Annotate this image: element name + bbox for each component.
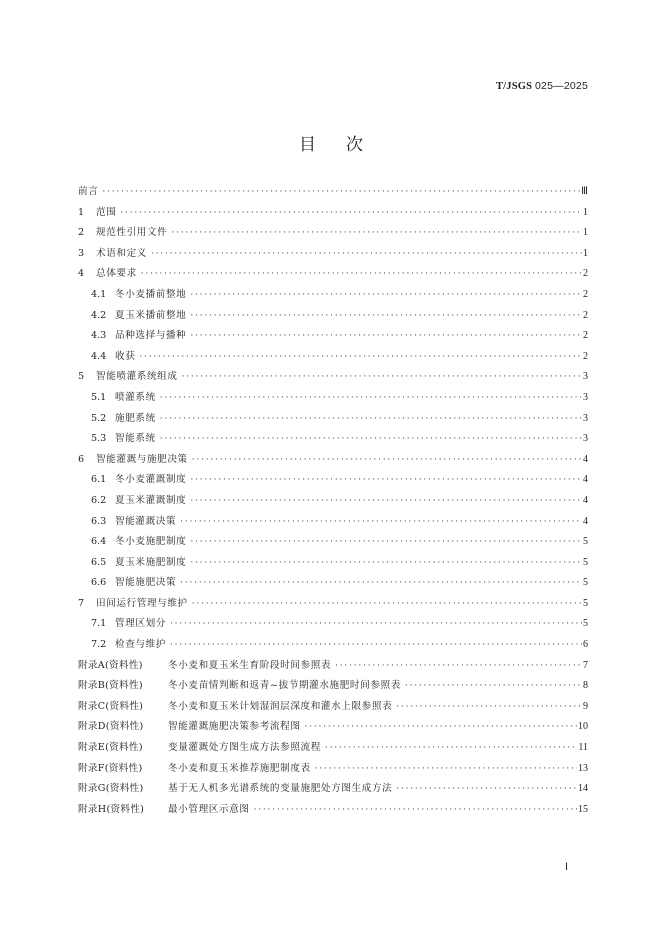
toc-entry-number: 附录C(资料性) xyxy=(78,700,144,712)
toc-entry-number: 4.2 xyxy=(91,309,107,321)
toc-entry-number: 6 xyxy=(78,453,85,465)
toc-entry-page: 6 xyxy=(583,639,588,651)
toc-entry-title: 施肥系统 xyxy=(115,412,156,424)
toc-entry-title: 检查与维护 xyxy=(115,639,166,651)
toc-entry-title: 智能灌溉与施肥决策 xyxy=(96,453,188,465)
toc-entry[interactable] xyxy=(78,265,588,286)
toc-entry-title: 前言 xyxy=(78,186,99,197)
toc-entry-title: 夏玉米灌溉制度 xyxy=(115,494,187,506)
toc-leader-dots xyxy=(190,496,582,506)
toc-entry-number: 3 xyxy=(78,247,85,259)
toc-entry[interactable] xyxy=(78,389,588,410)
toc-entry[interactable] xyxy=(78,595,588,616)
toc-entry[interactable] xyxy=(78,801,588,822)
toc-entry[interactable] xyxy=(78,348,588,369)
toc-entry-title: 冬小麦和夏玉米计划湿润层深度和灌水上限参照表 xyxy=(168,700,393,712)
toc-leader-dots xyxy=(335,661,582,671)
toc-entry-title: 智能施肥决策 xyxy=(115,577,177,589)
toc-entry[interactable] xyxy=(78,410,588,431)
toc-leader-dots xyxy=(151,249,582,259)
toc-entry-number: 6.3 xyxy=(91,515,107,527)
toc-entry-page: 4 xyxy=(583,515,588,527)
toc-entry-number: 7 xyxy=(78,597,85,609)
toc-entry-title: 收获 xyxy=(115,350,136,362)
toc-leader-dots xyxy=(180,517,582,527)
toc-entry[interactable] xyxy=(78,615,588,636)
toc-entry-page: 13 xyxy=(578,762,588,774)
table-of-contents xyxy=(78,183,588,821)
toc-entry[interactable] xyxy=(78,183,588,204)
toc-entry[interactable] xyxy=(78,204,588,225)
toc-entry-page: 2 xyxy=(583,268,588,280)
toc-leader-dots xyxy=(139,352,582,362)
toc-leader-dots xyxy=(160,434,582,444)
toc-entry-title: 喷灌系统 xyxy=(115,391,156,403)
toc-entry-page: 9 xyxy=(583,700,588,712)
toc-entry-number: 4.3 xyxy=(91,330,107,342)
toc-entry-page: 15 xyxy=(578,803,588,815)
toc-entry-page: 5 xyxy=(583,556,588,568)
toc-entry-title: 冬小麦灌溉制度 xyxy=(115,474,187,486)
toc-entry-page: 1 xyxy=(583,247,588,259)
toc-entry[interactable] xyxy=(78,780,588,801)
toc-entry-page: 4 xyxy=(583,494,588,506)
toc-entry-number: 4.1 xyxy=(91,288,107,300)
page-title: 目次 xyxy=(299,135,393,155)
toc-entry-page: 4 xyxy=(583,453,588,465)
toc-entry[interactable] xyxy=(78,677,588,698)
toc-entry[interactable] xyxy=(78,718,588,739)
toc-entry-page: 2 xyxy=(583,288,588,300)
toc-entry-page: 10 xyxy=(578,721,588,733)
toc-entry-title: 术语和定义 xyxy=(96,247,147,259)
toc-entry-title: 范围 xyxy=(96,206,117,218)
toc-leader-dots xyxy=(405,681,582,691)
toc-entry[interactable] xyxy=(78,492,588,513)
toc-entry-page: 5 xyxy=(583,597,588,609)
toc-leader-dots xyxy=(190,558,582,568)
toc-entry[interactable] xyxy=(78,739,588,760)
toc-entry-title: 最小管理区示意图 xyxy=(168,803,250,815)
toc-entry[interactable] xyxy=(78,657,588,678)
toc-entry[interactable] xyxy=(78,636,588,657)
toc-entry-number: 附录F(资料性) xyxy=(78,762,143,774)
toc-entry-title: 夏玉米播前整地 xyxy=(115,309,187,321)
toc-leader-dots xyxy=(254,805,577,815)
toc-leader-dots xyxy=(396,702,582,712)
toc-entry-title: 智能灌溉施肥决策参考流程图 xyxy=(168,721,301,733)
toc-entry-title: 品种选择与播种 xyxy=(115,330,187,342)
toc-entry[interactable] xyxy=(78,368,588,389)
toc-entry[interactable] xyxy=(78,430,588,451)
toc-entry-number: 附录H(资料性) xyxy=(78,803,145,815)
toc-entry-number: 6.1 xyxy=(91,474,107,486)
toc-entry-number: 6.2 xyxy=(91,494,107,506)
page-folio: Ⅰ xyxy=(565,862,568,873)
toc-entry-title: 冬小麦施肥制度 xyxy=(115,536,187,548)
toc-entry-page: 1 xyxy=(583,206,588,218)
toc-entry-title: 变量灌溉处方图生成方法参照流程 xyxy=(168,742,321,754)
toc-leader-dots xyxy=(190,331,582,341)
toc-entry-title: 智能灌溉决策 xyxy=(115,515,177,527)
toc-entry-page: 3 xyxy=(583,433,588,445)
toc-entry-number: 6.4 xyxy=(91,536,107,548)
toc-entry[interactable] xyxy=(78,760,588,781)
toc-leader-dots xyxy=(305,722,577,732)
toc-entry-number: 7.1 xyxy=(91,618,107,630)
toc-leader-dots xyxy=(120,208,582,218)
toc-entry-number: 6.6 xyxy=(91,577,107,589)
toc-entry-number: 7.2 xyxy=(91,639,107,651)
toc-entry-page: 5 xyxy=(583,536,588,548)
toc-entry-page: 3 xyxy=(583,371,588,383)
toc-entry-page: 14 xyxy=(578,783,588,795)
toc-entry-page: 5 xyxy=(583,618,588,630)
toc-entry-page: 1 xyxy=(583,227,588,239)
toc-entry-page: 3 xyxy=(583,391,588,403)
toc-entry[interactable] xyxy=(78,554,588,575)
toc-leader-dots xyxy=(141,269,582,279)
toc-entry-title: 管理区划分 xyxy=(115,618,166,630)
toc-entry-title: 智能系统 xyxy=(115,433,156,445)
toc-leader-dots xyxy=(171,228,582,238)
toc-entry[interactable] xyxy=(78,533,588,554)
toc-entry-number: 5 xyxy=(78,371,85,383)
toc-entry-title: 规范性引用文件 xyxy=(96,227,168,239)
toc-entry-title: 冬小麦和夏玉米推荐施肥制度表 xyxy=(168,762,311,774)
toc-entry-page: 7 xyxy=(583,659,588,671)
toc-leader-dots xyxy=(190,537,582,547)
toc-entry-page: 8 xyxy=(583,680,588,692)
toc-entry[interactable] xyxy=(78,698,588,719)
toc-entry-number: 4 xyxy=(78,268,85,280)
toc-entry-title: 基于无人机多光谱系统的变量施肥处方图生成方法 xyxy=(168,783,393,795)
toc-entry-number: 附录A(资料性) xyxy=(78,659,143,671)
toc-entry-title: 冬小麦播前整地 xyxy=(115,288,187,300)
toc-entry-number: 附录D(资料性) xyxy=(78,721,144,733)
toc-entry-title: 总体要求 xyxy=(96,268,137,280)
toc-entry-page: 3 xyxy=(583,412,588,424)
standard-code-number: 025—2025 xyxy=(535,80,588,92)
toc-leader-dots xyxy=(170,640,582,650)
toc-entry-title: 智能喷灌系统组成 xyxy=(96,371,178,383)
toc-entry-number: 5.3 xyxy=(91,433,107,445)
toc-entry-page: 4 xyxy=(583,474,588,486)
toc-leader-dots xyxy=(102,187,580,197)
toc-entry-number: 附录G(资料性) xyxy=(78,783,144,795)
toc-entry-number: 6.5 xyxy=(91,556,107,568)
toc-leader-dots xyxy=(182,372,582,382)
toc-entry-number: 5.1 xyxy=(91,391,107,403)
toc-entry[interactable] xyxy=(78,224,588,245)
toc-entry-page: 11 xyxy=(578,742,588,754)
toc-entry[interactable] xyxy=(78,471,588,492)
toc-entry-page: 5 xyxy=(583,577,588,589)
toc-leader-dots xyxy=(315,764,577,774)
toc-entry[interactable] xyxy=(78,451,588,472)
toc-entry[interactable] xyxy=(78,327,588,348)
standard-code-prefix: T/JSGS xyxy=(495,81,533,92)
toc-entry[interactable] xyxy=(78,574,588,595)
toc-entry[interactable] xyxy=(78,307,588,328)
toc-leader-dots xyxy=(396,784,577,794)
toc-entry-title: 田间运行管理与维护 xyxy=(96,597,188,609)
toc-entry-page: 2 xyxy=(583,350,588,362)
toc-leader-dots xyxy=(192,599,582,609)
toc-entry[interactable] xyxy=(78,286,588,307)
toc-entry-number: 2 xyxy=(78,227,85,239)
toc-leader-dots xyxy=(170,619,582,629)
toc-entry-title: 夏玉米施肥制度 xyxy=(115,556,187,568)
toc-entry[interactable] xyxy=(78,513,588,534)
toc-entry[interactable] xyxy=(78,245,588,266)
toc-leader-dots xyxy=(190,290,582,300)
toc-entry-title: 冬小麦和夏玉米生育阶段时间参照表 xyxy=(168,659,332,671)
toc-entry-number: 附录E(资料性) xyxy=(78,742,143,754)
toc-entry-number: 4.4 xyxy=(91,350,107,362)
toc-leader-dots xyxy=(190,311,582,321)
toc-entry-page: 2 xyxy=(583,309,588,321)
toc-entry-number: 1 xyxy=(78,206,85,218)
toc-leader-dots xyxy=(192,455,582,465)
toc-leader-dots xyxy=(160,414,582,424)
toc-entry-title: 冬小麦苗情判断和返青~拔节期灌水施肥时间参照表 xyxy=(168,680,401,692)
toc-entry-page: Ⅲ xyxy=(581,186,588,197)
toc-entry-number: 附录B(资料性) xyxy=(78,680,143,692)
toc-entry-page: 2 xyxy=(583,330,588,342)
toc-leader-dots xyxy=(180,578,582,588)
toc-entry-number: 5.2 xyxy=(91,412,107,424)
toc-leader-dots xyxy=(160,393,582,403)
toc-leader-dots xyxy=(190,475,582,485)
standard-code xyxy=(496,80,588,92)
toc-leader-dots xyxy=(325,743,577,753)
